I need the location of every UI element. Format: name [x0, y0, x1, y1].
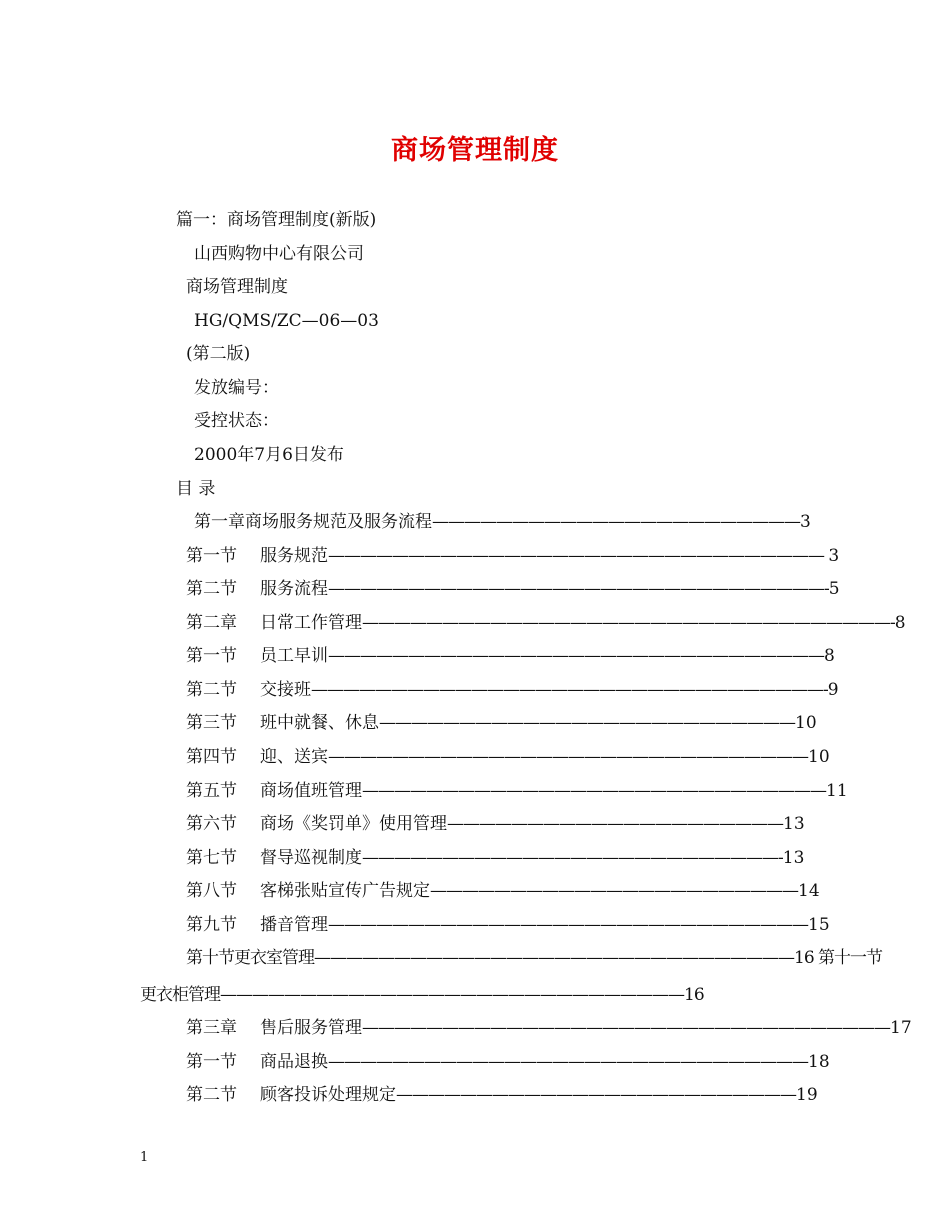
toc-entry-label: 商场《奖罚单》使用管理	[260, 814, 447, 834]
toc-entry-label: 服务流程	[260, 579, 328, 599]
toc-section: 第六节	[186, 814, 237, 834]
toc-leader: ——————————————————————————————	[328, 1052, 808, 1072]
toc-page-number: 15	[808, 915, 830, 935]
toc-section: 第二节	[186, 1085, 237, 1105]
toc-leader: ——————————————————————————————	[328, 915, 808, 935]
toc-entry[interactable]	[186, 1051, 830, 1073]
toc-leader: —————————————————————	[447, 814, 783, 834]
toc-page-number: 18	[808, 1052, 830, 1072]
toc-leader: ———————————————————————————————	[328, 546, 829, 566]
toc-page-number: 10	[795, 713, 817, 733]
edition: (第二版)	[186, 344, 251, 364]
toc-leader: ———————————————————————————————	[328, 646, 824, 666]
toc-entry[interactable]	[186, 578, 840, 600]
toc-page-number: 3	[800, 512, 811, 532]
toc-leader: ——————————————————————————-	[362, 848, 783, 868]
toc-entry-label: 售后服务管理	[260, 1018, 362, 1038]
toc-leader: ————————————————————————————————-	[311, 680, 828, 700]
issue-number-label: 发放编号：	[194, 378, 279, 398]
toc-section: 第一节	[186, 646, 237, 666]
toc-entry-label: 第一章商场服务规范及服务流程	[194, 512, 432, 532]
toc-entry[interactable]	[186, 1017, 912, 1039]
toc-section: 第三节	[186, 713, 237, 733]
toc-leader: —————————————————————————	[396, 1085, 796, 1105]
toc-entry[interactable]	[186, 645, 835, 667]
doc-code: HG/QMS/ZC—06—03	[194, 311, 379, 331]
toc-entry[interactable]	[186, 847, 804, 869]
toc-leader: ——————————————————————————	[379, 713, 795, 733]
toc-section: 第八节	[186, 881, 237, 901]
toc-entry-label: 商场值班管理	[260, 781, 362, 801]
toc-entry-label: 服务规范	[260, 546, 328, 566]
toc-section: 第二节	[186, 680, 237, 700]
toc-entry-label: 播音管理	[260, 915, 328, 935]
toc-entry[interactable]	[186, 813, 805, 835]
toc-page-number: 10	[808, 747, 830, 767]
toc-entry[interactable]	[186, 914, 830, 936]
toc-entry[interactable]	[186, 880, 820, 902]
toc-page-number: 3	[828, 546, 840, 566]
toc-entry-label: 顾客投诉处理规定	[260, 1085, 396, 1105]
toc-page-number: 17	[890, 1018, 912, 1038]
toc-entry-label: 迎、送宾	[260, 747, 328, 767]
part-heading: 篇一：商场管理制度(新版)	[176, 210, 377, 230]
toc-entry-label: 员工早训	[260, 646, 328, 666]
toc-page-number: 13	[782, 848, 805, 868]
toc-entry[interactable]	[186, 545, 839, 567]
toc-entry-label: 商品退换	[260, 1052, 328, 1072]
toc-entry-label: 督导巡视制度	[260, 848, 362, 868]
toc-section: 第二章	[186, 613, 237, 633]
toc-leader: —————————————————————————————	[362, 781, 826, 801]
toc-entry[interactable]	[186, 612, 906, 634]
toc-entry[interactable]	[186, 746, 830, 768]
toc-page-number: 5	[828, 579, 840, 599]
toc-leader: ———————————————————————	[430, 881, 798, 901]
toc-page-number: 8	[824, 646, 835, 666]
toc-page-number: 11	[826, 781, 848, 801]
toc-entry[interactable]	[186, 712, 817, 734]
toc-entry[interactable]	[194, 511, 811, 533]
toc-leader: ——————————————————————————————	[328, 747, 808, 767]
toc-heading: 目 录	[176, 479, 216, 499]
toc-page-number: 8	[894, 613, 906, 633]
toc-section: 第二节	[186, 579, 237, 599]
page-number: 1	[140, 1150, 149, 1165]
toc-section: 第四节	[186, 747, 237, 767]
toc-page-number: 13	[783, 814, 805, 834]
toc-page-number: 9	[827, 680, 839, 700]
toc-section: 第九节	[186, 915, 237, 935]
toc-leader: —————————————————————————————————	[362, 1018, 890, 1038]
toc-entry-wrapped-continuation[interactable]: 更衣柜管理—————————————————————————————16	[140, 985, 704, 1005]
toc-section: 第五节	[186, 781, 237, 801]
toc-section: 第一节	[186, 546, 237, 566]
toc-leader: —————————————————————————————————-	[362, 613, 895, 633]
doc-subtitle: 商场管理制度	[186, 277, 288, 297]
toc-entry-label: 交接班	[260, 680, 311, 700]
toc-entry[interactable]	[186, 780, 848, 802]
toc-entry[interactable]	[186, 1084, 818, 1106]
toc-section: 第三章	[186, 1018, 237, 1038]
toc-section: 第一节	[186, 1052, 237, 1072]
toc-entry-label: 日常工作管理	[260, 613, 362, 633]
toc-entry-wrapped[interactable]: 第十节更衣室管理——————————————————————————————16 第十一节	[186, 948, 883, 968]
toc-entry-label: 班中就餐、休息	[260, 713, 379, 733]
toc-leader: ———————————————————————————————-	[328, 579, 829, 599]
toc-page-number: 14	[798, 881, 820, 901]
toc-leader: ———————————————————————	[432, 512, 800, 532]
toc-entry[interactable]	[186, 679, 839, 701]
toc-entry-label: 客梯张贴宣传广告规定	[260, 881, 430, 901]
toc-page-number: 19	[796, 1085, 818, 1105]
document-title: 商场管理制度	[391, 135, 559, 166]
company-name: 山西购物中心有限公司	[194, 244, 364, 264]
control-status-label: 受控状态：	[194, 411, 279, 431]
release-date: 2000年7月6日发布	[194, 445, 344, 465]
toc-section: 第七节	[186, 848, 237, 868]
